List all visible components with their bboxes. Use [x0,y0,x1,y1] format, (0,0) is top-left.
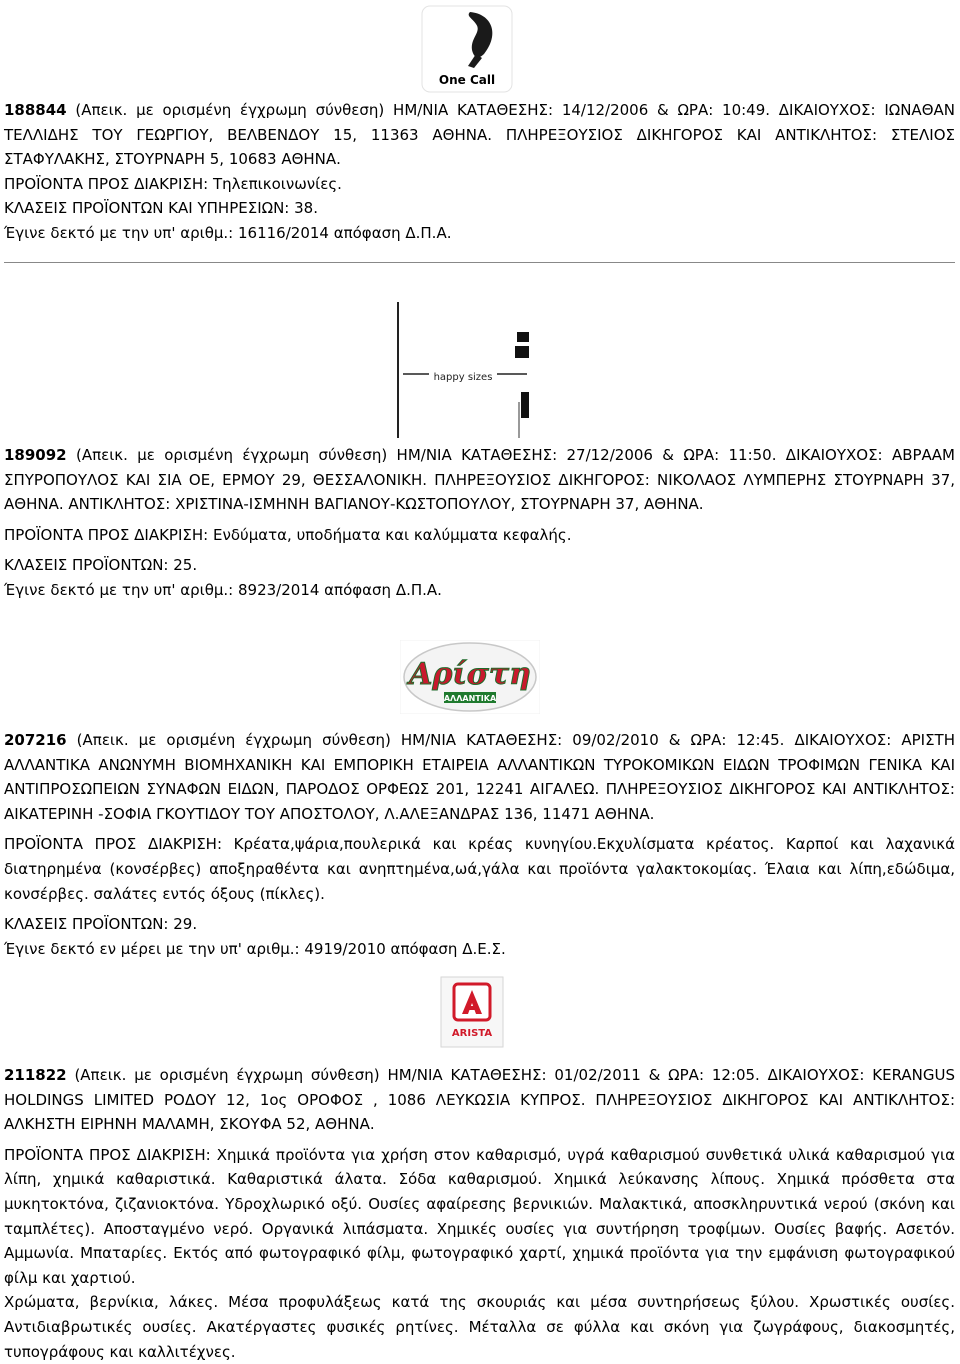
trademark-logo-arista [440,976,504,1048]
entry-classes: ΚΛΑΣΕΙΣ ΠΡΟΪΟΝΤΩΝ: 29. [4,915,198,934]
trademark-logo-ariste [400,640,540,714]
entry-products: ΠΡΟΪΟΝΤΑ ΠΡΟΣ ΔΙΑΚΡΙΣΗ: Τηλεπικοινωνίες. [4,174,342,193]
logo-sublabel-ariste: ΑΛΛΑΝΤΙΚΑ [443,694,497,703]
entry-number: 207216 [4,731,67,749]
entry-main-text: (Απεικ. με ορισμένη έγχρωμη σύνθεση) ΗΜ/ΝΙΑ ΚΑΤΑΘΕΣΗΣ: 27/12/2006 & ΩΡΑ: 11:50. ΔΙΚΑΙΟΥΧΟΣ: ΑΒΡΑΑΜ ΣΠΥΡΟΠΟΥΛΟΣ ΚΑΙ ΣΙΑ ΟΕ, ΕΡΜΟΥ 29, ΘΕΣΣΑΛΟΝΙΚΗ. ΠΛΗΡΕΞΟΥΣΙΟΣ ΔΙΚΗΓΟΡΟΣ: ΝΙΚΟΛΑΟΣ ΛΥΜΠΕΡΗΣ ΣΤΟΥΡΝΑΡΗ 37, ΑΘΗΝΑ. ΑΝΤΙΚΛΗΤΟΣ: ΧΡΙΣΤΙΝΑ-ΙΣΜΗΝΗ ΒΑΓΙΑΝΟΥ-ΚΩΣΤΟΠΟΥΛΟΥ, ΣΤΟΥΡΝΑΡΗ 37, ΑΘΗΝΑ. [4,446,955,514]
trademark-logo-happy-sizes [395,302,535,438]
entry-classes: ΚΛΑΣΕΙΣ ΠΡΟΪΟΝΤΩΝ: 25. [4,556,198,575]
trademark-entry-188844 [4,98,955,246]
separator [4,262,955,263]
entry-decision: Έγινε δεκτό με την υπ' αριθμ.: 16116/2014 απόφαση Δ.Π.Α. [4,223,452,242]
trademark-logo-one-call [412,2,522,96]
entry-classes: ΚΛΑΣΕΙΣ ΠΡΟΪΟΝΤΩΝ ΚΑΙ ΥΠΗΡΕΣΙΩΝ: 38. [4,199,318,218]
logo-label-happy-sizes: happy sizes [433,372,493,383]
entry-number: 211822 [4,1066,67,1084]
entry-products: ΠΡΟΪΟΝΤΑ ΠΡΟΣ ΔΙΑΚΡΙΣΗ: Ενδύματα, υποδήματα και καλύμματα κεφαλής. [4,525,572,544]
entry-main-text: (Απεικ. με ορισμένη έγχρωμη σύνθεση) ΗΜ/ΝΙΑ ΚΑΤΑΘΕΣΗΣ: 09/02/2010 & ΩΡΑ: 12:45. ΔΙΚΑΙΟΥΧΟΣ: ΑΡΙΣΤΗ ΑΛΛΑΝΤΙΚΑ ΑΝΩΝΥΜΗ ΒΙΟΜΗΧΑΝΙΚΗ ΚΑΙ ΕΜΠΟΡΙΚΗ ΕΤΑΙΡΕΙΑ ΑΛΛΑΝΤΙΚΩΝ ΤΥΡΟΚΟΜΙΚΩΝ ΕΙΔΩΝ ΤΡΟΦΙΜΩΝ ΓΕΝΙΚΑ ΚΑΙ ΑΝΤΙΠΡΟΣΩΠΕΙΩΝ ΣΥΝΑΦΩΝ ΕΙΔΩΝ, ΠΑΡΟΔΟΣ ΟΡΦΕΩΣ 201, 12241 ΑΙΓΑΛΕΩ. ΠΛΗΡΕΞΟΥΣΙΟΣ ΔΙΚΗΓΟΡΟΣ ΚΑΙ ΑΝΤΙΚΛΗΤΟΣ: ΑΙΚΑΤΕΡΙΝΗ -ΣΟΦΙΑ ΓΚΟΥΤΙΔΟΥ ΤΟΥ ΑΠΟΣΤΟΛΟΥ, Λ.ΑΛΕΞΑΝΔΡΑΣ 136, 11471 ΑΘΗΝΑ. [4,731,955,823]
entry-products: ΠΡΟΪΟΝΤΑ ΠΡΟΣ ΔΙΑΚΡΙΣΗ: Χημικά προϊόντα για χρήση στον καθαρισμό, υγρά καθαρισμού συνθετικά υλικά καθαρισμού για λίπη, χημικά καθαριστικά. Καθαριστικά άλατα. Σόδα καθαρισμού. Χημικά λεύκανσης λίπους. Χημικά πρόσθετα στα μυκητοκτόνα, ζιζανιοκτόνα. Υδροχλωρικό οξύ. Ουσίες αφαίρεσης βερνικιών. Μαλακτικά, αποσκληρυντικά νερού (σκόνη και ταμπλέτες). Αποσταγμένο νερό. Οργανικά λιπάσματα. Χημικές ουσίες για συντήρηση τροφίμων. Ουσίες βαφής. Ασετόν. Αμμωνία. Μπαταρίες. Εκτός από φωτογραφικό φίλμ, φωτογραφικό χαρτί, χημικά προϊόντα για την εμφάνιση φωτογραφικού φίλμ και χαρτιού. [4,1145,955,1287]
logo-label-arista: ARISTA [451,1028,493,1039]
logo-label-one-call: One Call [438,73,496,87]
entry-number: 189092 [4,446,67,464]
trademark-entry-189092 [4,443,955,603]
entry-products: ΠΡΟΪΟΝΤΑ ΠΡΟΣ ΔΙΑΚΡΙΣΗ: Κρέατα,ψάρια,πουλερικά και κρέας κυνηγίου.Εκχυλίσματα κρέατος. Καρποί και λαχανικά διατηρημένα (κονσέρβες) αποξηραθέντα και ανηπτημένα,ωά,γάλα και προϊόντα γαλακτοκομίας. Έλαια και λίπη,εδώδιμα, κονσέρβες. σαλάτες εντός όξους (πίκλες). [4,835,955,903]
entry-number: 188844 [4,101,67,119]
entry-decision: Έγινε δεκτό με την υπ' αριθμ.: 8923/2014 απόφαση Δ.Π.Α. [4,580,442,599]
entry-decision: Έγινε δεκτό εν μέρει με την υπ' αριθμ.: 4919/2010 απόφαση Δ.Ε.Σ. [4,939,506,958]
entry-main-text: (Απεικ. με ορισμένη έγχρωμη σύνθεση) ΗΜ/ΝΙΑ ΚΑΤΑΘΕΣΗΣ: 14/12/2006 & ΩΡΑ: 10:49. ΔΙΚΑΙΟΥΧΟΣ: ΙΩΝΑΘΑΝ ΤΕΛΛΙΔΗΣ ΤΟΥ ΓΕΩΡΓΙΟΥ, ΒΕΛΒΕΝΔΟΥ 15, 11363 ΑΘΗΝΑ. ΠΛΗΡΕΞΟΥΣΙΟΣ ΔΙΚΗΓΟΡΟΣ ΚΑΙ ΑΝΤΙΚΛΗΤΟΣ: ΣΤΕΛΙΟΣ ΣΤΑΦΥΛΑΚΗΣ, ΣΤΟΥΡΝΑΡΗ 5, 10683 ΑΘΗΝΑ. [4,101,955,169]
entry-main-text: (Απεικ. με ορισμένη έγχρωμη σύνθεση) ΗΜ/ΝΙΑ ΚΑΤΑΘΕΣΗΣ: 01/02/2011 & ΩΡΑ: 12:05. ΔΙΚΑΙΟΥΧΟΣ: KERANGUS HOLDINGS LIMITED ΡΟΔΟΥ 12, 1ος ΟΡΟΦΟΣ , 1086 ΛΕΥΚΩΣΙΑ ΚΥΠΡΟΣ. ΠΛΗΡΕΞΟΥΣΙΟΣ ΔΙΚΗΓΟΡΟΣ ΚΑΙ ΑΝΤΙΚΛΗΤΟΣ: ΑΛΚΗΣΤΗ ΕΙΡΗΝΗ ΜΑΛΑΜΗ, ΣΚΟΥΦΑ 52, ΑΘΗΝΑ. [4,1066,955,1134]
logo-label-ariste: Αρίστη [409,657,531,692]
trademark-entry-211822 [4,1063,955,1364]
entry-products-continued: Χρώματα, βερνίκια, λάκες. Μέσα προφυλάξεως κατά της σκουριάς και μέσα συντηρήσεως ξύλου. Χρωστικές ουσίες. Αντιδιαβρωτικές ουσίες. Ακατέργαστες φυσικές ρητίνες. Μέταλλα σε φύλλα και σκόνη για ζωγράφους, διακοσμητές, τυπογράφους και καλλιτέχνες. [4,1293,955,1361]
trademark-entry-207216 [4,728,955,961]
